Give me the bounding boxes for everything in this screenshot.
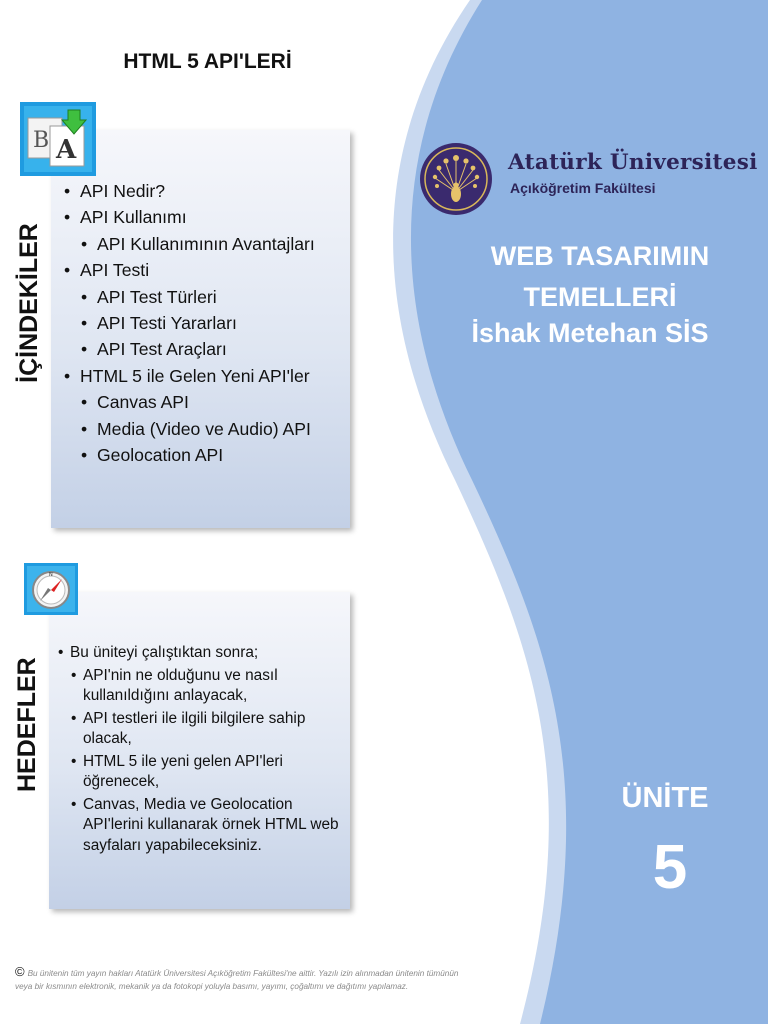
toc-subitem: • API Test Araçları	[62, 338, 350, 360]
toc-label: İÇİNDEKİLER	[15, 223, 43, 383]
toc-subitem: • API Testi Yararları	[62, 312, 350, 334]
toc-list	[62, 180, 350, 470]
goal-item: • API'nin ne olduğunu ve nasıl kullanıldığını anlayacak,	[58, 666, 348, 707]
university-name: Atatürk Üniversitesi	[508, 150, 758, 175]
goals-label: HEDEFLER	[13, 657, 41, 792]
author-name: İshak Metehan SİS	[471, 318, 709, 348]
toc-item: • HTML 5 ile Gelen Yeni API'ler	[62, 365, 350, 387]
goal-item: • API testleri ile ilgili bilgilere sahip olacak,	[58, 709, 348, 750]
unit-label: ÜNİTE	[621, 782, 709, 814]
toc-subitem: • API Kullanımının Avantajları	[62, 233, 350, 255]
toc-subitem: • API Test Türleri	[62, 286, 350, 308]
peacock-seal-logo	[418, 142, 494, 216]
unit-number: 5	[652, 833, 688, 902]
copyright-text: Bu ünitenin tüm yayın hakları Atatürk Üniversitesi Açıköğretim Fakültesi'ne aittir. Yazılı izin alınmadan ünitenin tümünün veya bir kısmının elektronik, mekanik ya da fotokopi yoluyla basımı, yayımı, çoğaltımı ve dağıtımı yapılamaz.	[15, 969, 459, 991]
copyright-symbol: ©	[15, 964, 25, 979]
faculty-name: Açıköğretim Fakültesi	[510, 180, 656, 196]
copyright-notice	[15, 966, 470, 993]
course-title-line1: WEB TASARIMIN	[490, 241, 710, 271]
toc-subitem: • Geolocation API	[62, 444, 350, 466]
svg-text:N: N	[49, 572, 53, 578]
svg-text:B: B	[33, 128, 50, 153]
toc-item: • API Kullanımı	[62, 206, 350, 228]
goal-item: • HTML 5 ile yeni gelen API'leri öğrenecek,	[58, 752, 348, 793]
toc-subitem: • Canvas API	[62, 391, 350, 413]
goals-list	[58, 643, 348, 858]
compass-icon	[24, 563, 78, 615]
course-title-line2: TEMELLERİ	[523, 282, 677, 312]
document-title: HTML 5 API'LERİ	[123, 50, 292, 73]
toc-item: • API Nedir?	[62, 180, 350, 202]
svg-text:A: A	[56, 135, 77, 165]
document-text-icon	[20, 102, 90, 172]
goal-item: • Canvas, Media ve Geolocation API'lerini kullanarak örnek HTML web sayfaları yapabileceksiniz.	[58, 795, 348, 857]
toc-subitem: • Media (Video ve Audio) API	[62, 418, 350, 440]
goals-intro: • Bu üniteyi çalıştıktan sonra;	[58, 643, 348, 664]
toc-item: • API Testi	[62, 259, 350, 281]
